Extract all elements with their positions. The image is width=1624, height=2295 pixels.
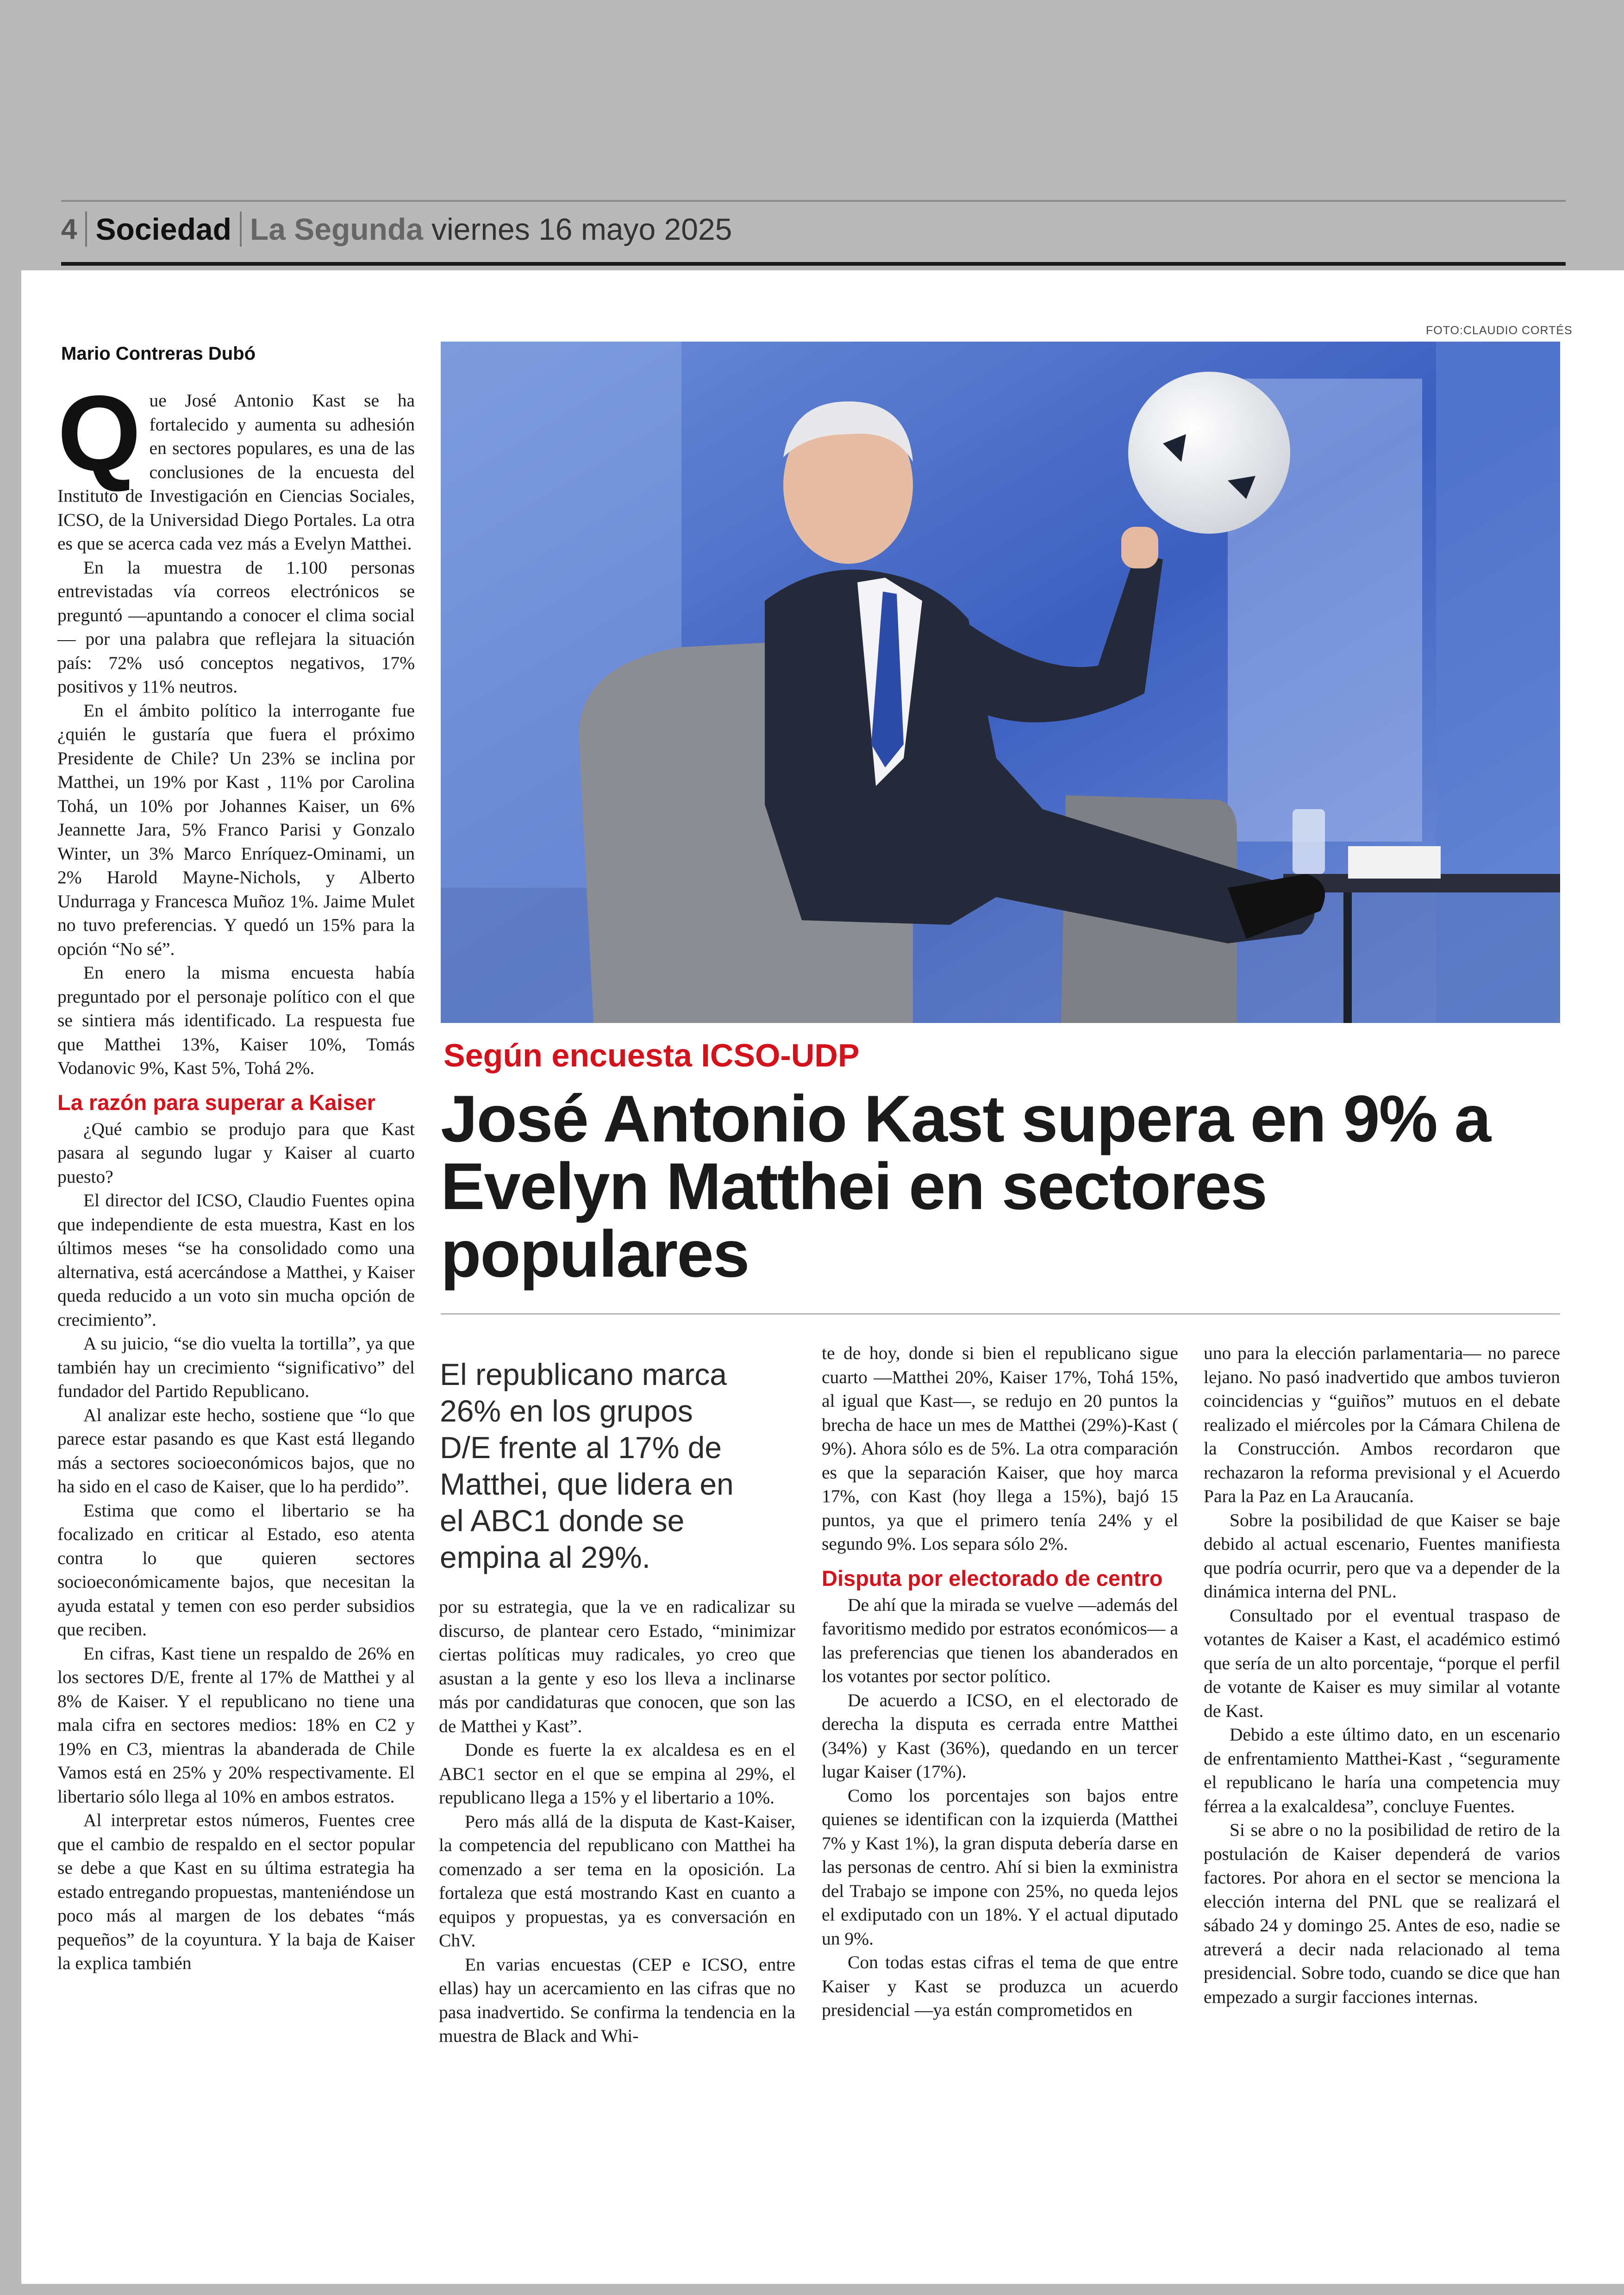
paragraph: Al analizar este hecho, sostiene que “lo que parece estar pasando es que Kast está llegando más a sectores socioeconómicos bajos, que no ha sido en el caso de Kaiser, que lo ha perdido”. [57, 1404, 415, 1497]
paragraph: El director del ICSO, Claudio Fuentes opina que independiente de esta muestra, Kast en los últimos meses “se ha consolidado como una alternativa, está acercándose a Matthei, y Kaiser queda reducido a un voto sin mucha opción de crecimiento”. [57, 1190, 415, 1330]
paragraph: Pero más allá de la disputa de Kast-Kaiser, la competencia del republicano con Matthei ha comenzado a ser tema en la oposición. La fortaleza que está mostrando Kast en cuanto a equipos y propuestas, ya es conversación en ChV. [439, 1811, 795, 1951]
paragraph: Como los porcentajes son bajos entre quienes se identifican con la izquierda (Matthei 7% y Kast 1%), la gran disputa debería darse en las personas de centro. Ahí si bien la exministra del Trabajo se impone con 25%, no queda lejos el exdiputado con un 18%. Y el actual diputado un 9%. [822, 1785, 1178, 1949]
article-column-2 [439, 1595, 795, 2048]
paragraph: ¿Qué cambio se produjo para que Kast pasara al segundo lugar y Kaiser al cuarto puesto? [57, 1118, 415, 1187]
pull-quote: El republicano marca 26% en los grupos D/E frente al 17% de Matthei, que lidera en el ABC1 donde se empina al 29%. [440, 1357, 734, 1574]
paragraph: por su estrategia, que la ve en radicalizar su discurso, de plantear cero Estado, “minimizar ciertas políticas muy radicales, yo creo que asustan a la gente y eso los lleva a inclinarse más por candidaturas que conocen, que son las de Matthei y Kast”. [439, 1597, 795, 1736]
paragraph: En la muestra de 1.100 personas entrevistadas vía correos electrónicos se preguntó —apuntando a conocer el clima social— por una palabra que reflejara la situación país: 72% usó conceptos negativos, 17% positivos y 11% neutros. [57, 557, 415, 697]
photo-credit: FOTO:CLAUDIO CORTÉS [1426, 324, 1573, 337]
paragraph: En varias encuestas (CEP e ICSO, entre ellas) hay un acercamiento en las cifras que no pasa inadvertido. Se confirma la tendencia en la muestra de Black and Whi- [439, 1954, 795, 2046]
paragraph: Estima que como el libertario se ha focalizado en criticar al Estado, eso atenta contra lo que quieren sectores socioeconómicamente bajos, que necesitan la ayuda estatal y temen con eso perder subsidios que reciben. [57, 1500, 415, 1640]
paragraph: Donde es fuerte la ex alcaldesa es en el ABC1 sector en el que se empina al 29%, el republicano llega a 15% y el libertario a 10%. [439, 1740, 795, 1808]
issue-date: viernes 16 mayo 2025 [431, 212, 732, 246]
article-kicker: Según encuesta ICSO-UDP [443, 1037, 860, 1073]
masthead-top-rule [61, 200, 1566, 202]
paragraph: En el ámbito político la interrogante fue ¿quién le gustaría que fuera el próximo Presidente de Chile? Un 23% se inclina por Matthei, un 19% por Kast , 11% por Carolina Tohá, un 10% por Johannes Kaiser, un 6% Jeannette Jara, 5% Franco Parisi y Gonzalo Winter, un 3% Marco Enríquez-Ominami, un 2% Harold Mayne-Nichols, y Alberto Undurraga y Francesca Muñoz 1%. Jaime Mulet no tuvo preferencias. Y quedó un 15% para la opción “No sé”. [57, 700, 415, 959]
headline-rule [441, 1313, 1560, 1315]
byline: Mario Contreras Dubó [61, 343, 256, 364]
masthead-bottom-rule [61, 262, 1566, 266]
drop-cap: Q [57, 374, 141, 493]
paragraph: En enero la misma encuesta había preguntado por el personaje político con el que se sintiera más identificado. La respuesta fue que Matthei 13%, Kaiser 10%, Tomás Vodanovic 9%, Kast 5%, Tohá 2%. [57, 962, 415, 1078]
paragraph: uno para la elección parlamentaria— no parece lejano. No pasó inadvertido que ambos tuvieron coincidencias y “guiños” mutuos en el debate realizado el miércoles por la Cámara Chilena de la Construcción. Ambos recordaron que rechazaron la reforma previsional y el Acuerdo Para la Paz en La Araucanía. [1204, 1343, 1560, 1506]
lead-paragraph: Que José Antonio Kast se ha fortalecido y aumenta su adhesión en sectores populares, es una de las conclusiones de la encuesta del Instituto de Investigación en Ciencias Sociales, ICSO, de la Universidad Diego Portales. La otra es que se acerca cada vez más a Evelyn Matthei. [57, 374, 415, 554]
page-number: 4 [61, 213, 77, 245]
masthead [61, 211, 732, 248]
article-photo [441, 342, 1560, 1023]
paragraph: De ahí que la mirada se vuelve —además del favoritismo medido por estratos económicos— a las preferencias que tienen los abanderados en los votantes por sector político. [822, 1594, 1178, 1686]
paragraph: Con todas estas cifras el tema de que entre Kaiser y Kast se produzca un acuerdo presidencial —ya están comprometidos en [822, 1952, 1178, 2020]
paragraph: te de hoy, donde si bien el republicano sigue cuarto —Matthei 20%, Kaiser 17%, Tohá 15%, al igual que Kast—, se redujo en 20 puntos la brecha de hace un mes de Matthei (29%)-Kast ( 9%). Ahora sólo es de 5%. La otra comparación es que la separación Kaiser, que hoy marca 17%, con Kast (hoy llega a 15%), bajó 15 puntos, ya que el primero tenía 24% y el segundo 9%. Los separa sólo 2%. [822, 1343, 1178, 1554]
paragraph: Consultado por el eventual traspaso de votantes de Kaiser a Kast, el académico estimó que sería de un alto porcentaje, “porque el perfil de votante de Kaiser es muy similar al votante de Kast. [1204, 1605, 1560, 1721]
article-column-1 [57, 374, 415, 1976]
article-column-4 [1204, 1341, 1560, 2009]
paragraph: Al interpretar estos números, Fuentes cree que el cambio de respaldo en el sector popular se debe a que Kast en su última estrategia ha estado entregando propuestas, manteniéndose un poco más al margen de los debates “más pequeños” de la coyuntura. Y la baja de Kaiser la explica también [57, 1810, 415, 1973]
paragraph: Debido a este último dato, en un escenario de enfrentamiento Matthei-Kast , “seguramente el republicano le haría una competencia muy férrea a la exalcaldesa”, concluye Fuentes. [1204, 1724, 1560, 1816]
paragraph: Si se abre o no la posibilidad de retiro de la postulación de Kaiser dependerá de varios factores. Por ahora en el sector se menciona la elección interna del PNL que se realizará el sábado 24 y domingo 25. Antes de eso, nadie se atreverá a decir nada relacionado al tema presidencial. Sobre todo, cuando se dice que han empezado a surgir facciones internas. [1204, 1820, 1560, 2007]
article-column-3 [822, 1341, 1178, 2022]
section-name: Sociedad [85, 212, 239, 247]
paragraph: A su juicio, “se dio vuelta la tortilla”, ya que también hay un crecimiento “significativo” del fundador del Partido Republicano. [57, 1333, 415, 1401]
publication-name: La Segunda [240, 212, 423, 247]
article-headline: José Antonio Kast supera en 9% a Evelyn Matthei en sectores populares [441, 1082, 1491, 1291]
section-subhead: La razón para superar a Kaiser [57, 1090, 376, 1115]
paragraph: De acuerdo a ICSO, en el electorado de derecha la disputa es cerrada entre Matthei (34%) y Kast (36%), quedando en un tercer lugar Kaiser (17%). [822, 1690, 1178, 1782]
paragraph: En cifras, Kast tiene un respaldo de 26% en los sectores D/E, frente al 17% de Matthei y al 8% de Kaiser. Y el republicano no tiene una mala cifra en sectores medios: 18% en C2 y 19% en C3, mientras la abanderada de Chile Vamos está en 25% y 20% respectivamente. El libertario sólo llega al 10% en ambos estratos. [57, 1643, 415, 1807]
section-subhead: Disputa por electorado de centro [822, 1565, 1163, 1590]
paragraph: Sobre la posibilidad de que Kaiser se baje debido al actual escenario, Fuentes manifiesta que podría ocurrir, pero que va a depender de la dinámica interna del PNL. [1204, 1509, 1560, 1602]
